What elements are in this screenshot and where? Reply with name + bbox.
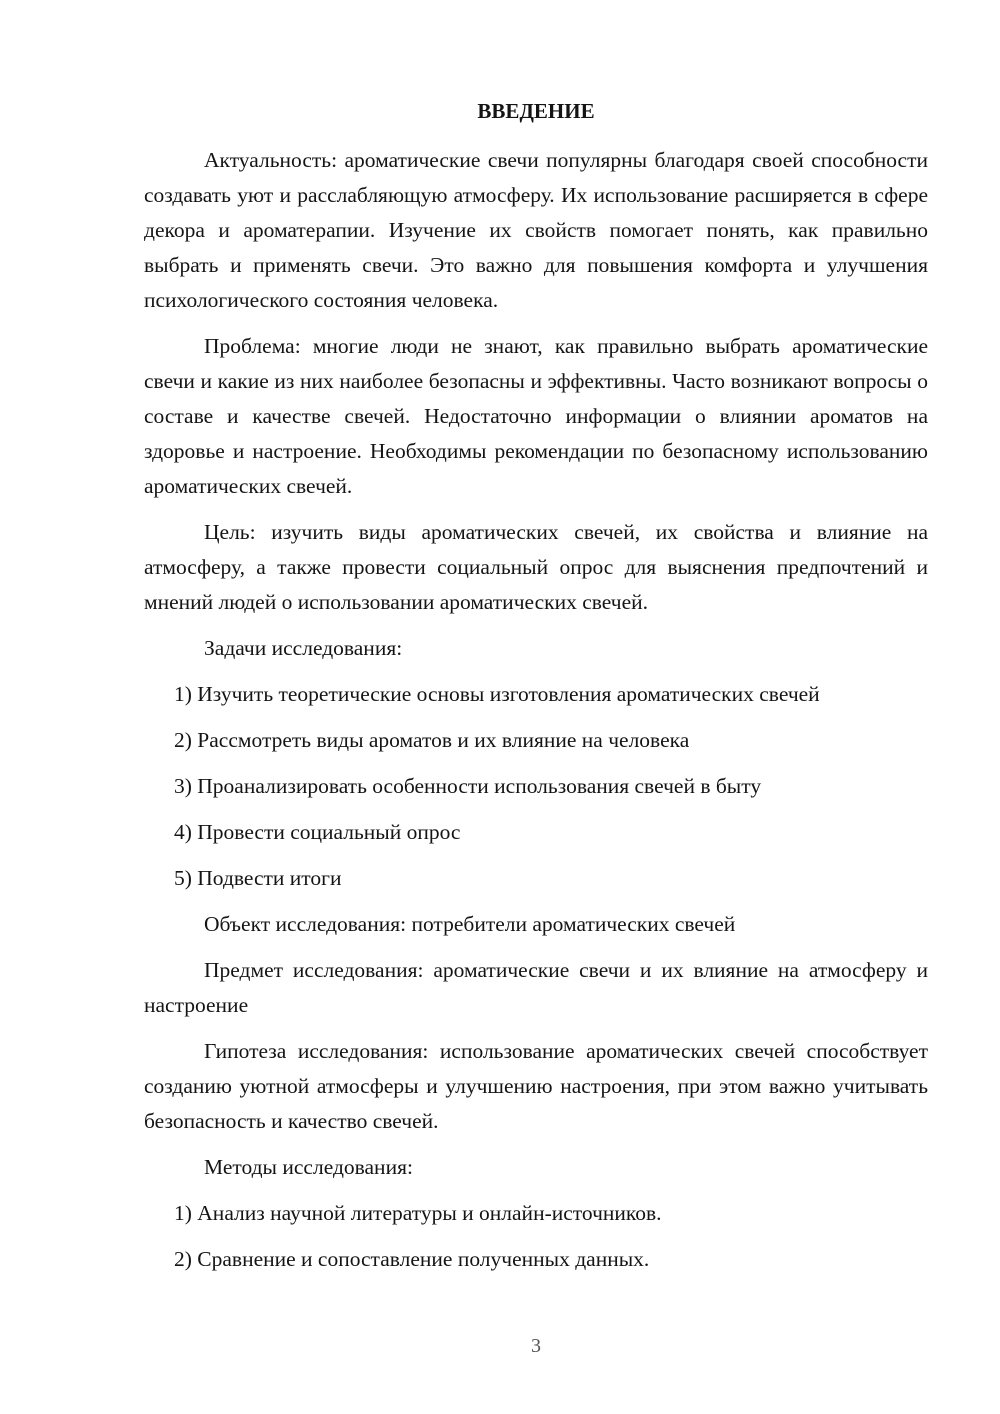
paragraph-hypothesis: Гипотеза исследования: использование ароматических свечей способствует созданию уютной атмосферы и улучшению настроения, при этом важно учитывать безопасность и качество свечей. [144, 1039, 928, 1133]
method-item-2: 2) Сравнение и сопоставление полученных данных. [174, 1247, 650, 1271]
paragraph-problem: Проблема: многие люди не знают, как правильно выбрать ароматические свечи и какие из них наиболее безопасны и эффективны. Часто возникают вопросы о составе и качестве свечей. Недостаточно информации о влиянии ароматов на здоровье и настроение. Необходимы рекомендации по безопасному использованию ароматических свечей. [144, 334, 928, 498]
task-item-1: 1) Изучить теоретические основы изготовления ароматических свечей [174, 682, 820, 706]
task-item-5: 5) Подвести итоги [174, 866, 342, 890]
document-body [144, 143, 928, 1288]
methods-heading: Методы исследования: [204, 1155, 413, 1179]
task-item-2: 2) Рассмотреть виды ароматов и их влияние на человека [174, 728, 690, 752]
document-page [144, 0, 928, 1414]
paragraph-relevance: Актуальность: ароматические свечи популярны благодаря своей способности создавать уют и расслабляющую атмосферу. Их использование расширяется в сфере декора и ароматерапии. Изучение их свойств помогает понять, как правильно выбрать и применять свечи. Это важно для повышения комфорта и улучшения психологического состояния человека. [144, 148, 928, 312]
tasks-heading: Задачи исследования: [204, 636, 403, 660]
page-title: ВВЕДЕНИЕ [477, 99, 595, 123]
method-item-1: 1) Анализ научной литературы и онлайн-источников. [174, 1201, 662, 1225]
page-number: 3 [531, 1335, 541, 1357]
task-item-3: 3) Проанализировать особенности использования свечей в быту [174, 774, 762, 798]
paragraph-goal: Цель: изучить виды ароматических свечей, их свойства и влияние на атмосферу, а также провести социальный опрос для выяснения предпочтений и мнений людей о использовании ароматических свечей. [144, 520, 928, 614]
task-item-4: 4) Провести социальный опрос [174, 820, 461, 844]
paragraph-subject: Предмет исследования: ароматические свечи и их влияние на атмосферу и настроение [144, 958, 928, 1017]
paragraph-object: Объект исследования: потребители ароматических свечей [204, 912, 736, 936]
